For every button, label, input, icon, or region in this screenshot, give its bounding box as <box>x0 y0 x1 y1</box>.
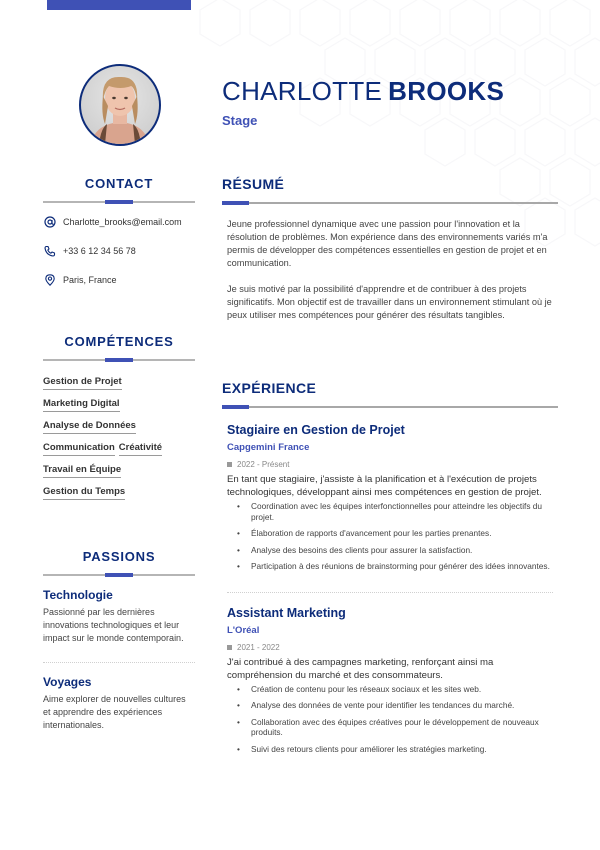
skills-section <box>43 334 195 504</box>
contact-heading: CONTACT <box>84 176 154 191</box>
contact-section <box>43 176 195 294</box>
at-icon <box>43 215 57 229</box>
job-company: Capgemini France <box>227 442 310 453</box>
job-dates <box>227 643 558 652</box>
last-name: BROOKS <box>388 76 505 106</box>
summary-paragraph: Jeune professionnel dynamique avec une passion pour l'innovation et la résolution de problèmes. Mon expérience dans des environnements variés m'a permis de développer des compétences essentielles en gestion de projet et en communication. <box>227 219 548 268</box>
phone-icon <box>43 244 57 258</box>
skills-list <box>43 372 195 504</box>
contact-divider <box>43 201 195 203</box>
job-bullet: • Élaboration de rapports d'avancement pour les parties prenantes. <box>235 528 558 539</box>
passions-divider <box>43 574 195 576</box>
passion-separator <box>43 662 195 663</box>
person-portrait-icon <box>81 66 159 144</box>
job-company: L'Oréal <box>227 624 260 636</box>
passion-item <box>43 588 195 645</box>
experience-section <box>222 380 558 760</box>
job-bullet: • Analyse des besoins des clients pour assurer la satisfaction. <box>235 545 558 556</box>
skill-tag: Gestion du Temps <box>43 487 125 500</box>
experience-heading: EXPÉRIENCE <box>222 380 317 396</box>
job-bullet: • Création de contenu pour les réseaux sociaux et les sites web. <box>235 684 558 695</box>
skill-tag: Marketing Digital <box>43 399 120 412</box>
job-dates <box>227 460 558 469</box>
job-bullets <box>227 684 558 755</box>
job-dates-text: 2022 - Présent <box>237 460 290 469</box>
job-description: J'ai contribué à des campagnes marketing, renforçant ainsi ma compréhension du marché et des consommateurs. <box>227 656 494 681</box>
summary-paragraph: Je suis motivé par la possibilité d'apprendre et de contribuer à des projets significatifs. Mon objectif est de travailler dans un environnement stimulant où je peux utiliser mes compétences pour générer des résultats tangibles. <box>227 284 552 320</box>
passion-title: Technologie <box>43 588 113 602</box>
summary-heading: RÉSUMÉ <box>222 176 285 192</box>
job-separator <box>227 592 553 593</box>
profile-photo <box>79 64 161 146</box>
skill-tag: Travail en Équipe <box>43 465 121 478</box>
skills-divider <box>43 359 195 361</box>
job-title: Stagiaire en Gestion de Projet <box>227 423 405 437</box>
experience-divider <box>222 406 558 408</box>
job-dates-text: 2021 - 2022 <box>237 642 280 652</box>
job-role: Stage <box>222 113 258 128</box>
job-entry <box>222 423 558 572</box>
first-name: CHARLOTTE <box>222 76 383 106</box>
contact-email-text: Charlotte_brooks@email.com <box>63 216 182 227</box>
contact-location-text: Paris, France <box>63 274 117 285</box>
summary-divider <box>222 202 558 204</box>
contact-email[interactable] <box>43 207 195 236</box>
passion-title: Voyages <box>43 675 92 689</box>
skill-tag: Communication <box>43 443 115 456</box>
job-bullet: • Participation à des réunions de brainstorming pour générer des idées innovantes. <box>235 561 558 572</box>
job-bullet: • Analyse des données de vente pour identifier les tendances du marché. <box>235 700 558 711</box>
skill-tag: Créativité <box>119 443 162 456</box>
full-name <box>222 76 504 107</box>
contact-location <box>43 265 195 294</box>
job-bullet: • Suivi des retours clients pour améliorer les stratégies marketing. <box>235 744 558 755</box>
contact-phone-text: +33 6 12 34 56 78 <box>63 245 136 256</box>
calendar-icon <box>227 462 232 467</box>
passion-item <box>43 675 195 732</box>
location-pin-icon <box>43 273 57 287</box>
job-bullets <box>227 501 558 572</box>
passions-section <box>43 549 195 732</box>
skill-tag: Analyse de Données <box>43 421 136 434</box>
job-title: Assistant Marketing <box>227 605 346 620</box>
contact-phone[interactable] <box>43 236 195 265</box>
top-accent-bar <box>47 0 191 10</box>
skills-heading: COMPÉTENCES <box>64 334 174 349</box>
job-bullet: • Collaboration avec des équipes créatives pour le développement de nouveaux produits. <box>235 717 558 738</box>
passion-text: Aime explorer de nouvelles cultures et apprendre des expériences internationales. <box>43 694 186 730</box>
passions-heading: PASSIONS <box>82 549 156 564</box>
passion-text: Passionné par les dernières innovations technologiques et leur impact sur le monde contemporain. <box>43 607 184 643</box>
job-bullet: • Coordination avec les équipes interfonctionnelles pour atteindre les objectifs du projet. <box>235 501 558 522</box>
job-description: En tant que stagiaire, j'assiste à la planification et à l'exécution de projets technologiques, développant ainsi mes compétences en gestion de projet. <box>227 474 542 498</box>
summary-section <box>222 176 558 322</box>
calendar-icon <box>227 645 232 650</box>
skill-tag: Gestion de Projet <box>43 377 122 390</box>
job-entry <box>222 606 558 755</box>
